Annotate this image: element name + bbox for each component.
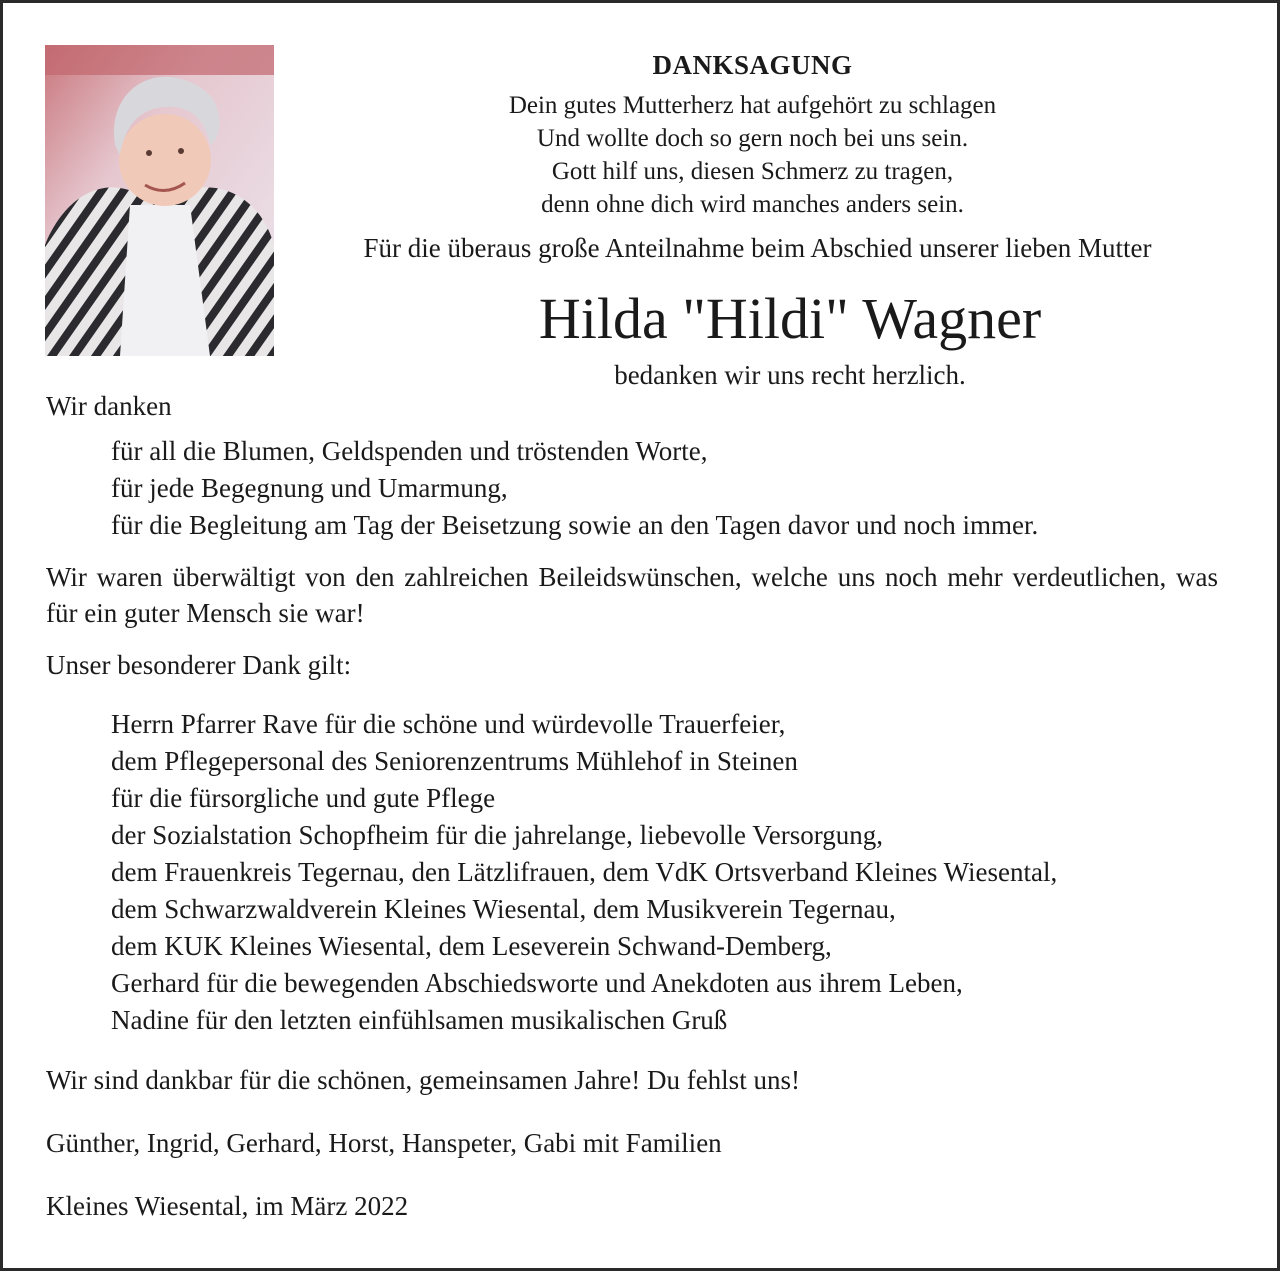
poem-line: denn ohne dich wird manches anders sein. xyxy=(541,191,964,218)
thanks-line: bedanken wir uns recht herzlich. xyxy=(614,360,966,390)
list-item: Gerhard für die bewegenden Abschiedsworte und Anekdoten aus ihrem Leben, xyxy=(111,968,963,998)
deceased-name: Hilda "Hildi" Wagner xyxy=(538,286,1042,351)
list-item: Nadine für den letzten einfühlsamen musikalischen Gruß xyxy=(111,1005,728,1035)
list-item: dem Pflegepersonal des Seniorenzentrums Mühlehof in Steinen xyxy=(111,746,798,776)
list-item: der Sozialstation Schopfheim für die jahrelange, liebevolle Versorgung, xyxy=(111,820,884,850)
portrait-photo-icon xyxy=(45,45,274,356)
poem-line: Dein gutes Mutterherz hat aufgehört zu schlagen xyxy=(508,92,997,119)
poem-line: Und wollte doch so gern noch bei uns sein. xyxy=(536,125,969,152)
list-item: dem Frauenkreis Tegernau, den Lätzlifrauen, dem VdK Ortsverband Kleines Wiesental, xyxy=(111,857,1058,887)
intro-text: Für die überaus große Anteilnahme beim Abschied unserer lieben Mutter xyxy=(363,233,1152,263)
special-thanks-heading: Unser besonderer Dank gilt: xyxy=(46,650,352,680)
poem xyxy=(290,89,1215,221)
portrait-photo xyxy=(45,45,274,356)
list-item: für jede Begegnung und Umarmung, xyxy=(111,473,508,503)
wir-danken-label: Wir danken xyxy=(46,391,172,421)
list-item: für die Begleitung am Tag der Beisetzung sowie an den Tagen davor und noch immer. xyxy=(111,510,1039,540)
list-item: für die fürsorgliche und gute Pflege xyxy=(111,783,496,813)
signature: Günther, Ingrid, Gerhard, Horst, Hanspeter, Gabi mit Familien xyxy=(46,1128,722,1158)
overwhelmed-paragraph: Wir waren überwältigt von den zahlreichen Beileidswünschen, welche uns noch mehr verdeutlichen, was für ein guter Mensch sie war! xyxy=(46,562,1218,628)
list-item: für all die Blumen, Geldspenden und tröstenden Worte, xyxy=(111,436,708,466)
list-item: dem Schwarzwaldverein Kleines Wiesental, dem Musikverein Tegernau, xyxy=(111,894,896,924)
poem-line: Gott hilf uns, diesen Schmerz zu tragen, xyxy=(551,158,954,185)
notice-heading: DANKSAGUNG xyxy=(652,50,853,80)
list-item: Herrn Pfarrer Rave für die schöne und würdevolle Trauerfeier, xyxy=(111,709,786,739)
place-date: Kleines Wiesental, im März 2022 xyxy=(46,1191,409,1221)
thanks-list xyxy=(111,433,1038,544)
grateful-line: Wir sind dankbar für die schönen, gemeinsamen Jahre! Du fehlst uns! xyxy=(46,1065,800,1095)
special-thanks-list xyxy=(111,706,1057,1039)
list-item: dem KUK Kleines Wiesental, dem Leseverein Schwand-Demberg, xyxy=(111,931,832,961)
